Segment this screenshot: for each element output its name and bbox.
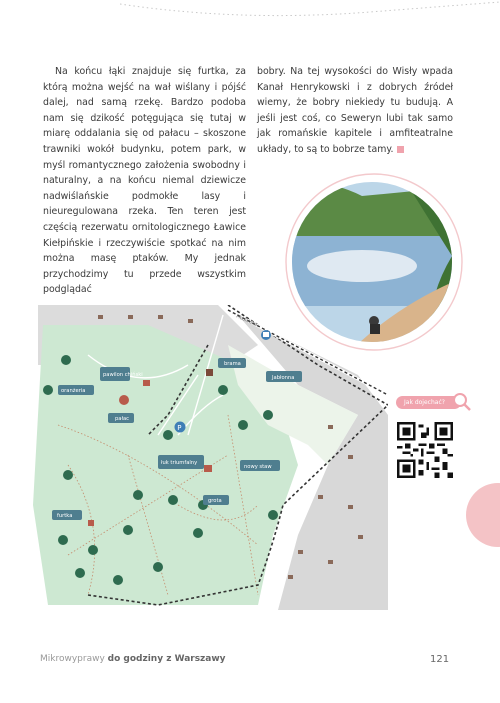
- svg-text:Jabłonna: Jabłonna: [272, 375, 295, 381]
- decorative-dotted-line: [120, 0, 500, 24]
- map-label-staw: [240, 460, 280, 471]
- bench-icon: [143, 380, 150, 386]
- map-label-furtka: [52, 510, 82, 520]
- map-label-palac: [108, 413, 134, 423]
- svg-text:łuk triumfalny: łuk triumfalny: [161, 460, 198, 466]
- svg-text:furtka: furtka: [57, 513, 73, 519]
- arch-icon: [204, 465, 212, 472]
- svg-text:brama: brama: [224, 361, 241, 367]
- directions-link[interactable]: Jak dojechać?: [396, 396, 461, 409]
- map-label-oranzeria: [58, 385, 94, 395]
- map-label-grota: [203, 495, 229, 505]
- park-map: [28, 305, 388, 610]
- svg-text:P: P: [177, 424, 182, 432]
- article-column-left: [43, 64, 246, 298]
- map-label-jablonna: [266, 371, 302, 382]
- footer-series: Mikrowyprawy do godziny z Warszawy: [40, 654, 226, 664]
- svg-text:grota: grota: [208, 498, 222, 504]
- svg-text:pawilon chiński: pawilon chiński: [103, 372, 143, 378]
- body-paragraph: [257, 64, 453, 158]
- palace-icon: [119, 395, 129, 405]
- street-label: Modlińska: [235, 314, 258, 328]
- body-paragraph: Na końcu łąki znajduje się furtka, za którą można wejść na wał wiślany i pójść dalej, nad samą rzekę. Bardzo podoba nam się dzikość potęgująca się tutaj w miarę oddalania się od pałacu – skoszone trawniki wokół budynku, potem park, w myśl romantycznego założenia swobodny i naturalny, a na końcu niemal dziewicze nadwiślańskie podmokłe lasy i nieuregulowana rzeka. Ten teren jest częścią rezerwatu ornitologicznego Ławice Kiełpińskie i rzeczywiście spotkać na nim można masę ptaków. My jednak przychodzimy tu przede wszystkim podglądać: [43, 66, 246, 296]
- map-label-luk: [158, 455, 204, 469]
- door-icon: [88, 520, 94, 526]
- body-text: bobry. Na tej wysokości do Wisły wpada Kanał Henrykowski i z dobrych źródeł wiemy, że bobry niekiedy tu budują. A jeśli jest coś, co Seweryn lubi tak samo jak romańskie kapitele i amfiteatralne układy, to są to bobrze tamy.: [257, 66, 453, 155]
- svg-text:oranżeria: oranżeria: [61, 388, 86, 394]
- magnifier-icon: [452, 392, 472, 412]
- gate-icon: [206, 369, 213, 376]
- svg-text:pałac: pałac: [115, 416, 129, 422]
- page-number: 121: [430, 654, 450, 665]
- svg-text:nowy staw: nowy staw: [244, 464, 272, 470]
- end-mark-icon: [397, 146, 404, 153]
- map-label-brama: [218, 358, 246, 368]
- qr-code[interactable]: [397, 422, 453, 478]
- article-column-right: [257, 64, 453, 158]
- decorative-pink-circle: [466, 483, 500, 547]
